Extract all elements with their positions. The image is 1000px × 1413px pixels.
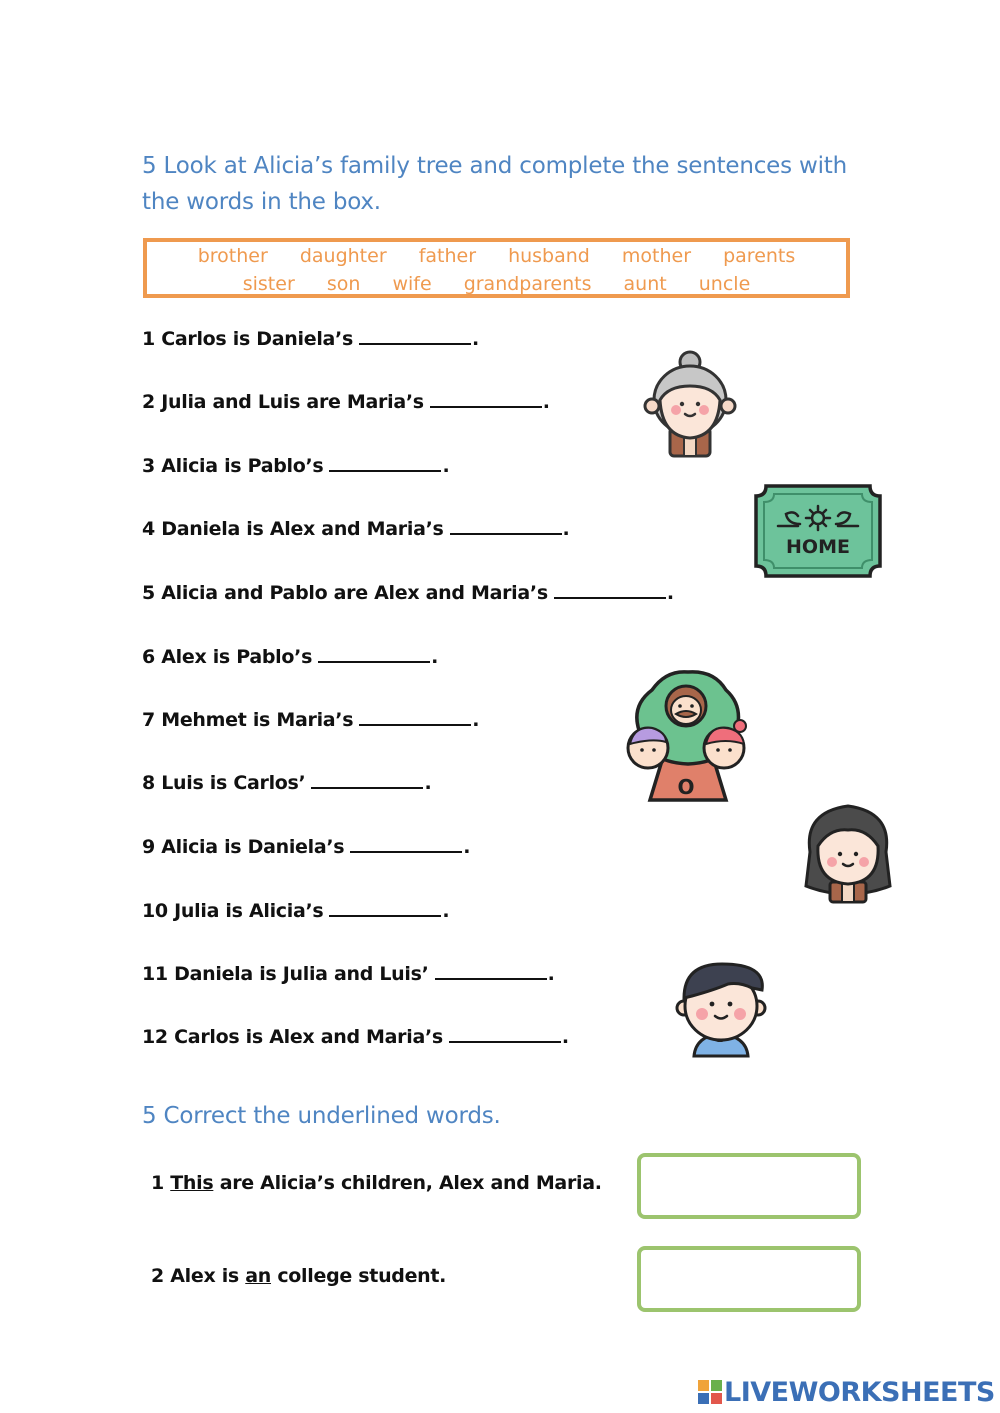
sentence-9: 9 Alicia is Daniela’s . [142, 836, 471, 858]
sentence-8: 8 Luis is Carlos’ . [142, 772, 432, 794]
word-son: son [326, 273, 361, 295]
word-box [143, 238, 850, 298]
word-husband: husband [508, 245, 590, 267]
tree-trunk-text: O [677, 775, 695, 799]
boy-icon [670, 958, 772, 1058]
word-grandparents: grandparents [463, 273, 592, 295]
liveworksheets-mark-icon [698, 1380, 722, 1404]
answer-blank-5[interactable] [554, 580, 666, 599]
sentence-12: 12 Carlos is Alex and Maria’s . [142, 1026, 569, 1048]
answer-blank-10[interactable] [329, 898, 441, 917]
answer-blank-9[interactable] [350, 834, 462, 853]
answer-blank-12[interactable] [449, 1024, 561, 1043]
answer-blank-7[interactable] [359, 707, 471, 726]
word-wife: wife [392, 273, 432, 295]
grandmother-icon [640, 350, 740, 460]
sentence-2: 2 Julia and Luis are Maria’s . [142, 391, 550, 413]
underlined-word-2: an [245, 1265, 272, 1287]
answer-box-2[interactable] [637, 1246, 861, 1312]
family-tree-icon [622, 668, 754, 804]
sentence-10: 10 Julia is Alicia’s . [142, 900, 450, 922]
answer-blank-6[interactable] [318, 644, 430, 663]
word-box-row-1 [147, 245, 846, 267]
correction-item-2: 2 Alex is an college student. [151, 1265, 447, 1287]
answer-blank-3[interactable] [329, 453, 441, 472]
sentence-3: 3 Alicia is Pablo’s . [142, 455, 450, 477]
sentence-4: 4 Daniela is Alex and Maria’s . [142, 518, 570, 540]
girl-icon [800, 802, 896, 904]
answer-box-1[interactable] [637, 1153, 861, 1219]
word-sister: sister [242, 273, 295, 295]
home-sign-icon [752, 482, 884, 580]
word-parents: parents [723, 245, 796, 267]
liveworksheets-logo: LIVEWORKSHEETS [698, 1377, 995, 1408]
sentence-6: 6 Alex is Pablo’s . [142, 646, 438, 668]
sentence-11: 11 Daniela is Julia and Luis’ . [142, 963, 555, 985]
sentence-1: 1 Carlos is Daniela’s . [142, 328, 479, 350]
underlined-word-1: This [170, 1172, 214, 1194]
sentence-5: 5 Alicia and Pablo are Alex and Maria’s . [142, 582, 674, 604]
answer-blank-11[interactable] [435, 961, 547, 980]
home-sign-text: HOME [786, 536, 850, 558]
exercise-2-heading: 5 Correct the underlined words. [142, 1103, 501, 1129]
word-father: father [418, 245, 477, 267]
exercise-1-heading: 5 Look at Alicia’s family tree and complete the sentences with the words in the box. [142, 153, 848, 215]
word-brother: brother [197, 245, 268, 267]
answer-blank-1[interactable] [359, 326, 471, 345]
word-aunt: aunt [623, 273, 667, 295]
word-daughter: daughter [299, 245, 387, 267]
word-uncle: uncle [698, 273, 751, 295]
answer-blank-2[interactable] [430, 389, 542, 408]
word-mother: mother [621, 245, 692, 267]
correction-item-1: 1 This are Alicia’s children, Alex and Maria. [151, 1172, 602, 1194]
answer-blank-4[interactable] [450, 516, 562, 535]
word-box-row-2 [147, 273, 846, 295]
sentence-7: 7 Mehmet is Maria’s . [142, 709, 480, 731]
answer-blank-8[interactable] [311, 770, 423, 789]
